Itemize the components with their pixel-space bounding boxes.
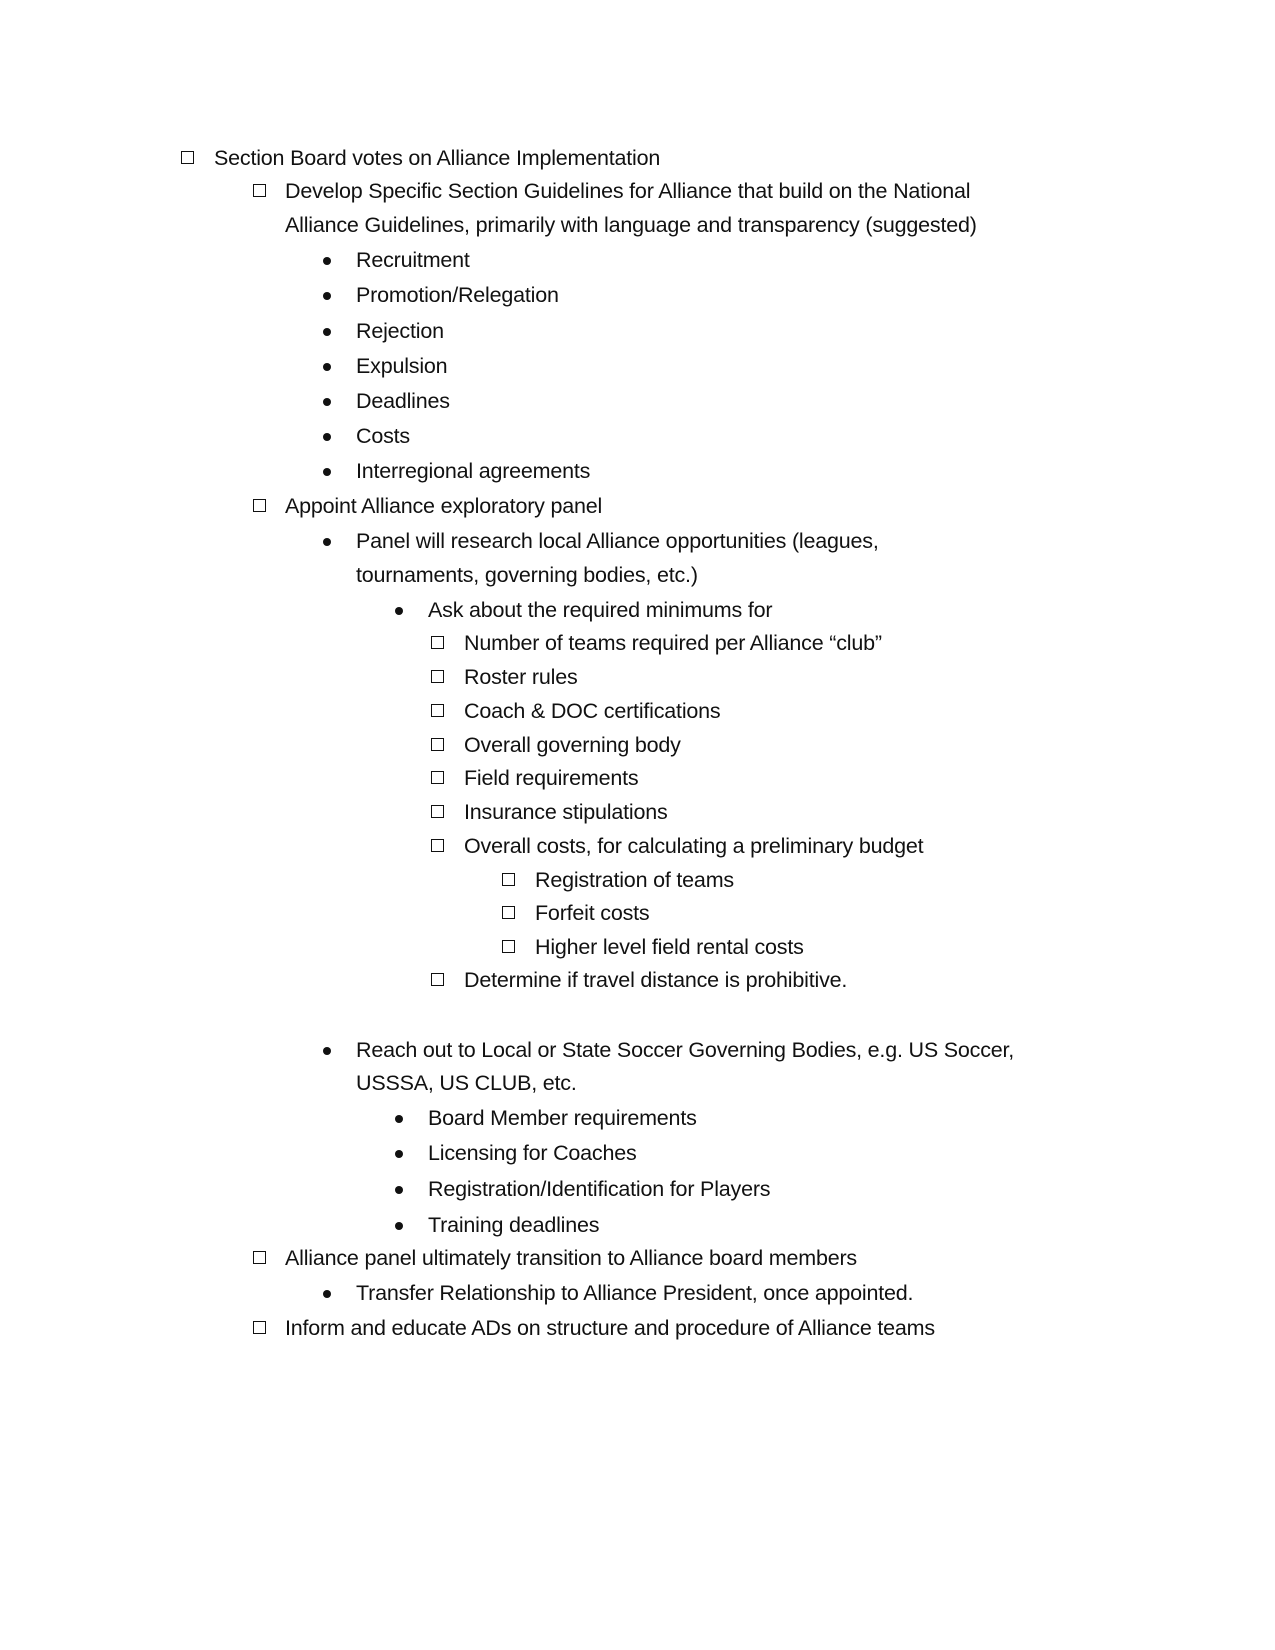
item-text: Number of teams required per Alliance “club” <box>464 631 882 655</box>
item-text: Higher level field rental costs <box>535 935 804 959</box>
checkbox-icon[interactable] <box>253 1321 266 1334</box>
checkbox-icon[interactable] <box>431 839 444 852</box>
bullet-icon <box>323 328 331 336</box>
item-text: Transfer Relationship to Alliance President, once appointed. <box>356 1281 914 1305</box>
item-text: Ask about the required minimums for <box>428 598 773 622</box>
bullet-icon <box>323 468 331 476</box>
bullet-icon <box>323 292 331 300</box>
bullet-icon <box>323 433 331 441</box>
checkbox-icon[interactable] <box>431 805 444 818</box>
bullet-icon <box>395 1222 403 1230</box>
item-text: Panel will research local Alliance opportunities (leagues, <box>356 529 879 553</box>
item-text: Field requirements <box>464 766 639 790</box>
item-text: USSSA, US CLUB, etc. <box>356 1071 577 1095</box>
item-text: Forfeit costs <box>535 901 650 925</box>
checkbox-icon[interactable] <box>431 670 444 683</box>
checkbox-icon[interactable] <box>181 151 194 164</box>
item-text: Rejection <box>356 319 444 343</box>
checkbox-icon[interactable] <box>431 973 444 986</box>
bullet-icon <box>323 538 331 546</box>
checkbox-icon[interactable] <box>253 1251 266 1264</box>
item-text: Deadlines <box>356 389 450 413</box>
bullet-icon <box>323 363 331 371</box>
checkbox-icon[interactable] <box>502 873 515 886</box>
bullet-icon <box>323 1047 331 1055</box>
item-text: Insurance stipulations <box>464 800 668 824</box>
item-text: Alliance Guidelines, primarily with language and transparency (suggested) <box>285 213 977 237</box>
item-text: Reach out to Local or State Soccer Governing Bodies, e.g. US Soccer, <box>356 1038 1015 1062</box>
checkbox-icon[interactable] <box>253 499 266 512</box>
checkbox-icon[interactable] <box>431 738 444 751</box>
item-text: Inform and educate ADs on structure and procedure of Alliance teams <box>285 1316 935 1340</box>
bullet-icon <box>395 1115 403 1123</box>
item-text: Training deadlines <box>428 1213 600 1237</box>
item-text: Costs <box>356 424 410 448</box>
item-text: Recruitment <box>356 248 470 272</box>
bullet-icon <box>395 1150 403 1158</box>
item-text: Interregional agreements <box>356 459 591 483</box>
item-text: Roster rules <box>464 665 578 689</box>
item-text: Registration of teams <box>535 868 734 892</box>
checkbox-icon[interactable] <box>502 940 515 953</box>
item-text: Expulsion <box>356 354 448 378</box>
item-text: Registration/Identification for Players <box>428 1177 771 1201</box>
checkbox-icon[interactable] <box>431 704 444 717</box>
checkbox-icon[interactable] <box>431 771 444 784</box>
bullet-icon <box>395 1186 403 1194</box>
item-text: Overall costs, for calculating a preliminary budget <box>464 834 924 858</box>
item-text: tournaments, governing bodies, etc.) <box>356 563 698 587</box>
item-text: Alliance panel ultimately transition to Alliance board members <box>285 1246 857 1270</box>
item-text: Licensing for Coaches <box>428 1141 637 1165</box>
item-text: Board Member requirements <box>428 1106 697 1130</box>
item-text: Determine if travel distance is prohibitive. <box>464 968 848 992</box>
item-text: Coach & DOC certifications <box>464 699 721 723</box>
item-text: Appoint Alliance exploratory panel <box>285 494 603 518</box>
item-text: Overall governing body <box>464 733 681 757</box>
item-text: Develop Specific Section Guidelines for Alliance that build on the National <box>285 179 971 203</box>
checkbox-icon[interactable] <box>253 184 266 197</box>
bullet-icon <box>323 1290 331 1298</box>
bullet-icon <box>323 398 331 406</box>
item-text: Promotion/Relegation <box>356 283 559 307</box>
checkbox-icon[interactable] <box>502 906 515 919</box>
bullet-icon <box>323 257 331 265</box>
bullet-icon <box>395 607 403 615</box>
item-text: Section Board votes on Alliance Implementation <box>214 146 661 170</box>
checkbox-icon[interactable] <box>431 636 444 649</box>
